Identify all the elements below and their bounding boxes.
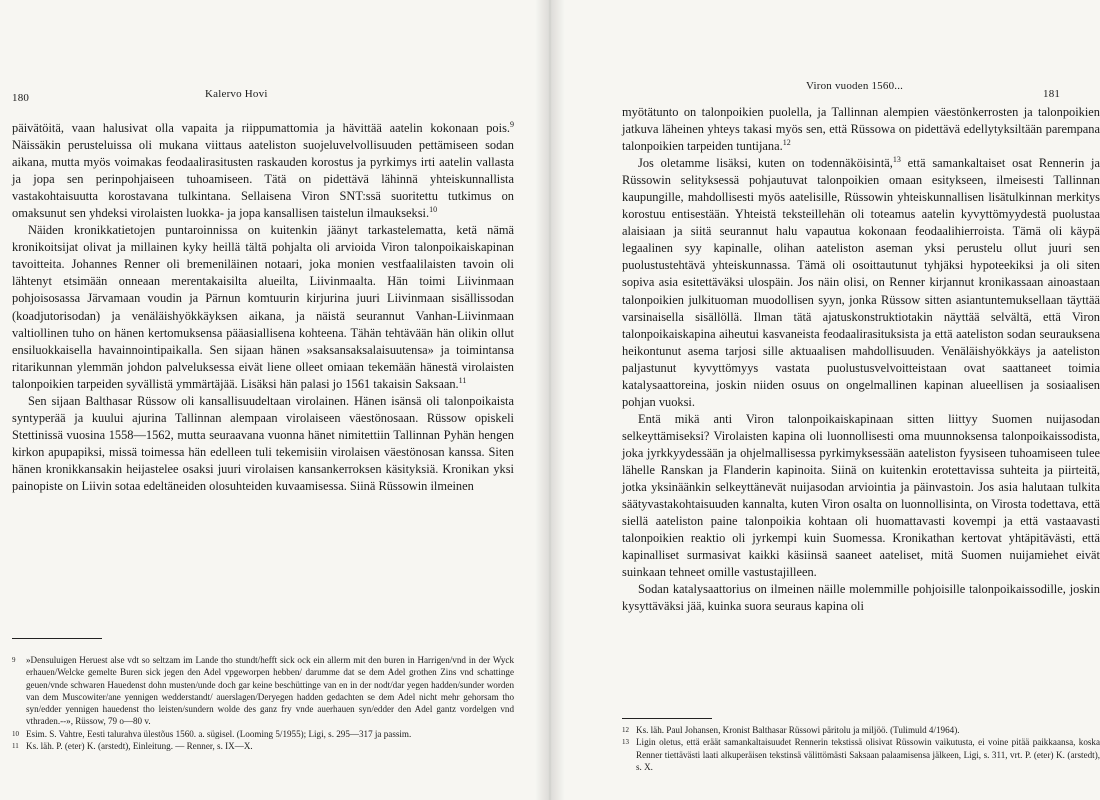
footnote-number: 9 (12, 656, 16, 664)
paragraph-text: että samankaltaiset osat Rennerin ja Rüssowin selityksessä pohjautuvat talonpoikien omaan esitykseen, ilmeisesti Tallinnan kaupungille, mahdollisesti myös aatelisille, Rüssowin yhteiskunnallisen lisätulkinnan merkitys korostuu entisestään. Yhteistä teksteillehän oli toteamus aatelin kyvyttömyydestä puolustaa alaisiaan ja siitä seurannut halu vapautua kokonaan feodaalihierroista. Tämä oli käypä legaalinen syy kapinalle, olihan aateliston aseman yksi perustelu ollut juuri sen puolustustehtävä yhteiskunnassa. Tämä oli osoittautunut tyhjäksi hypoteekiksi ja oli siten sopiva asia esitettäväksi ulospäin. Jos näin olisi, on Renner kirjannut kronikassaan ainoastaan talonpoikien julkituoman muodollisen syyn, jonka Rüssow sitten asiantuntemuksellaan täyttää varsinaisella sisällöllä. Ilman tätä ajatuskonstruktiotakin näyttää selvältä, että Viron talonpoikaiskapina aiheutui kasvaneista feodaalirasituksista ja että aateliston sodan seurauksena heikontunut asema tarjosi sille aktuaalisen mahdollisuuden. Venäläishyökkäys ja aateliston paljastunut kyvyttömyys vastata puolustusvelvoitteistaan ovat saattaneet toimia katalysaattoreina, joskin niiden osuus on ongelmallinen kapinan alueellisen ja sosiaalisen pohjan vuoksi. (622, 156, 1100, 409)
paragraph-text: Sodan katalysaattorius on ilmeinen näille molemmille pohjoisille talonpoikaissodille, joskin kysyttäväksi jää, kuinka suora seuraus kapina oli (622, 582, 1100, 614)
paragraph (12, 222, 514, 392)
left-running-head: Kalervo Hovi (205, 88, 268, 100)
footnote-number: 13 (622, 738, 629, 747)
footnote-rule (622, 718, 712, 719)
right-running-head: Viron vuoden 1560... (806, 80, 904, 92)
left-body-text (12, 120, 514, 495)
footnote-ref[interactable]: 12 (782, 137, 791, 147)
footnote-number: 10 (12, 729, 19, 738)
footnote (622, 724, 1100, 736)
footnote-ref[interactable]: 9 (510, 119, 514, 129)
paragraph (622, 411, 1100, 581)
footnote (12, 740, 514, 752)
footnote-text: »Densuluigen Heruest alse vdt so seltzam im Lande tho stundt/hefft sick ock ein allerm mit den buren in Harrigen/vnd in der Wyck erhauen/Welcke gemelte Buren sick jegen den Adel vpgeworpen hebben/ darumme dat se dem Adel grothen Zins vnd schattinge geuen/vnde schwaren Hauedenst dohn musten/unde doch gar keine beschüttinge van en in der nodt/dar yegen hadden/sunder worden van dem Muscowiter/ane yennigen wedderstandt/ auerslagen/Deryegen hadden gedachten se dem Adel nicht mehr gehorsam tho syn/edder yennigen hauedenst tho leisten/sundern wolde des ganz fry vnde auerhauen syn/edder den Adel gantz vordelgen vnd vthraden.--», Rüssow, 79 o—80 v. (26, 655, 514, 727)
left-page-number: 180 (12, 92, 30, 104)
footnote (12, 728, 514, 740)
paragraph (12, 120, 514, 222)
footnote (12, 654, 514, 728)
right-body-text (622, 104, 1100, 615)
footnote-text: Ks. läh. Paul Johansen, Kronist Balthasar Rüssowi päritolu ja miljöö. (Tulimuld 4/1964). (636, 725, 960, 735)
paragraph-text: Sen sijaan Balthasar Rüssow oli kansallisuudeltaan virolainen. Hänen isänsä oli talonpoikaista syntyperää ja kuului ajurina Tallinnan alempaan virolaiseen väestönosaan. Rüssow opiskeli Stettinissä vuosina 1558—1562, mutta seuraavana vuonna hänet nimitettiin Tallinnan Pyhän hengen kirkon apupapiksi, missä toimessa hän edelleen tuli tekemisiin virolaisen väestönosan kanssa. Siten hänen kronikkansakin heijastelee osaksi juuri virolaisen kansankerroksen käsityksiä. Kronikan yksi painopiste on Liivin sotaa edeltäneiden olosuhteiden kuvaamisessa. Siinä Rüssowin ilmeinen (12, 393, 514, 493)
paragraph (622, 155, 1100, 411)
paragraph-text: myötätunto on talonpoikien puolella, ja Tallinnan alempien väestönkerrosten ja talonpoikien jatkuva läheinen yhteys takasi myös sen, että Rüssowa on pidettävä edellytyksiltään parempana talonpoikien tarpeiden tuntijana. (622, 105, 1100, 154)
left-footnotes (12, 654, 514, 752)
footnote-text: Ks. läh. P. (eter) K. (arstedt), Einleitung. — Renner, s. IX—X. (26, 741, 253, 752)
footnote (622, 736, 1100, 773)
footnote-text: Ligin oletus, että eräät samankaltaisuudet Rennerin tekstissä olisivat Rüssowin vaikutusta, ei voine pitää paikkaansa, koska Renner tiettävästi laati alkuperäisen tekstinsä välittömästi Saksaan palaamisensa jälkeen, Ligi, s. 311, vrt. P. (eter) K. (arstedt), s. X. (636, 737, 1100, 772)
paragraph (622, 581, 1100, 615)
footnote-rule (12, 638, 102, 639)
paragraph-text: Näissäkin perusteluissa oli mukana viittaus aateliston suojeluvelvollisuuden pettämiseen sodan aikana, mutta myös voimakas feodaalirasitusten raskauden korostus ja pyrkimys irti aatelin vallasta ja jopa sen perinpohjaiseen tuhoamiseen. Tätä on pidettävä lähinnä yhteiskunnallista vastakohtaisuutta korostavana tulkintana. Sellaisena Viron SNT:ssä suoritettu tutkimus on omaksunut sen yhdeksi virolaisten luokka- ja jopa kansallisen taistelun ilmaukseksi. (12, 138, 514, 221)
right-page (560, 0, 1100, 800)
paragraph-text: Entä mikä anti Viron talonpoikaiskapinaan sitten liittyy Suomen nuijasodan selkeyttämiseksi? Virolaisten kapina oli luonnollisesti oma muunnoksensa talonpoikaissodista, joka jyrkkyydessään ja ohjelmallisessa pyrkimyksessään aateliston fyysiseen tuhoamiseen tulee lähelle Ranskan ja Flanderin kapinoita. Siinä on kuitenkin erotettavissa suhteita ja piirteitä, jotka yksinäänkin selkeyttänevät nuijasodan arviointia ja päinvastoin. Jos asia halutaan tulkita säätyvastakohtaisuuden kannalta, kuten Viron osalta on luonnollisinta, on Virosta todettava, että siellä aateliston paine talonpoikia kohtaan oli huomattavasti kovempi ja että vastaavasti talonpoikien reaktio oli jyrkempi kuin Suomessa. Kronikathan kertovat yhtäpitävästi, että kapinalliset surmasivat kaikki käsiinsä saaneet aateliset, mitä Suomen nuijamiehet eivät suinkaan tehneet omille vastustajilleen. (622, 411, 1100, 580)
footnote-ref[interactable]: 11 (458, 375, 467, 385)
footnote-ref[interactable]: 10 (429, 205, 438, 215)
footnote-ref[interactable]: 13 (892, 155, 901, 165)
footnote-text: Esim. S. Vahtre, Eesti talurahva ülestõus 1560. a. sügisel. (Looming 5/1955); Ligi, s. 295—317 ja passim. (26, 728, 412, 739)
right-page-number: 181 (1043, 88, 1061, 100)
left-page (0, 0, 540, 800)
paragraph (12, 393, 514, 495)
paragraph-text: Jos oletamme lisäksi, kuten on todennäköisintä, (638, 156, 893, 171)
paragraph-text: päivätöitä, vaan halusivat olla vapaita ja riippumattomia ja hävittää aatelin kokonaan pois. (12, 121, 510, 135)
paragraph-text: Näiden kronikkatietojen puntaroinnissa on kuitenkin jäänyt tarkastelematta, ketä nämä kronikoitsijat olivat ja millainen kyky heillä tältä pohjalta oli arvioida Viron talonpoikaiskapinan tavoitteita. Johannes Renner oli bremeniläinen notaari, joka monien vestfaalilaisten tavoin oli lähtenyt etsimään onneaan merentakaisilta alueilta, Liivinmaalta. Hän toimi Liivinmaan pohjoisosassa Järvamaan voudin ja Pärnun komtuurin kirjurina juuri Liivinmaan sisällissodan (koadjutorisodan) ja venäläishyökkäyksen aikana, ja näistä seurannut Vanhan-Liivinmaan valtiollinen tuho on hänen kertomuksensa pääasiallisena kohteena. Tähän tehtävään hän olikin ollut ensiluokkaisella havainnointipaikalla. Sen sijaan hänen »saksansaksalaisuutensa» ja toimintansa ritarikunnan ylemmän johdon palveluksessa eivät liene olleet omiaan tekemään hänestä virolaisten talonpoikien tarpeiden syvällistä ymmärtäjää. Lisäksi hän palasi jo 1561 takaisin Saksaan. (12, 223, 514, 391)
footnote-number: 12 (622, 726, 629, 734)
right-footnotes (622, 724, 1100, 773)
paragraph (622, 104, 1100, 155)
footnote-number: 11 (12, 742, 19, 751)
